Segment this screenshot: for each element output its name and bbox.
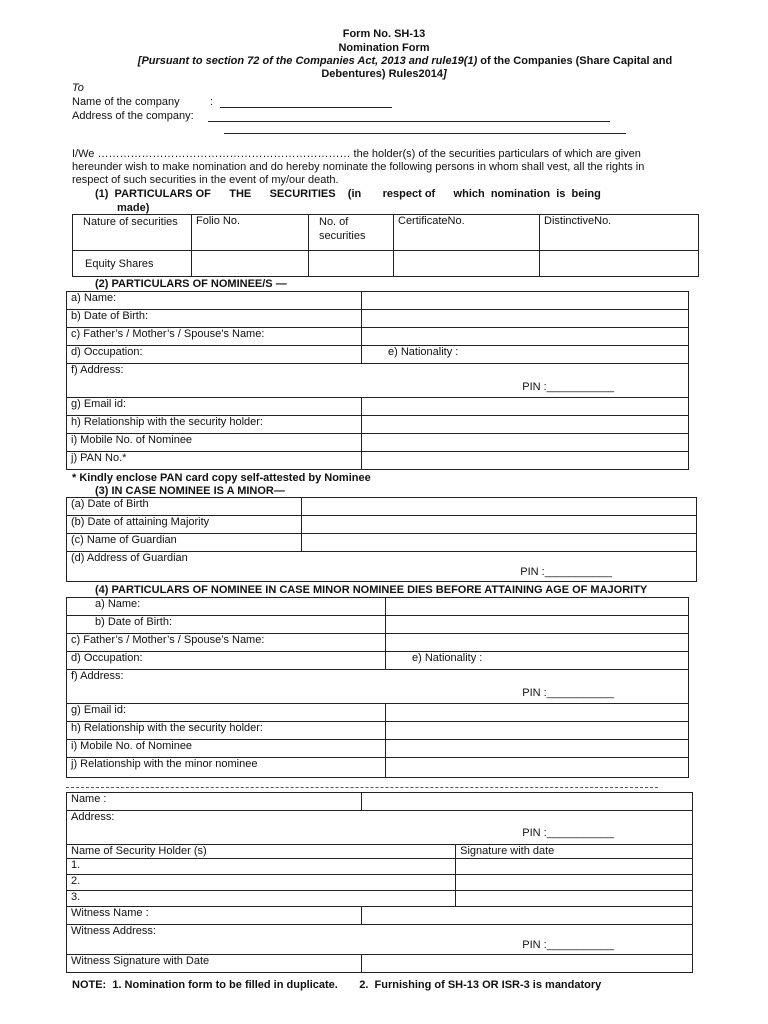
alt-relationship-label: h) Relationship with the security holder: <box>67 722 386 740</box>
intro-paragraph <box>72 148 702 187</box>
minor-majority-value[interactable] <box>302 516 697 534</box>
nominee-mobile-label: i) Mobile No. of Nominee <box>67 434 362 452</box>
nominee-father-value[interactable] <box>362 328 689 346</box>
to-label: To <box>72 82 84 94</box>
declaration-table <box>66 792 693 973</box>
holder-row-2[interactable]: 2. <box>67 875 456 891</box>
nominee-pan-value[interactable] <box>362 452 689 470</box>
minor-table <box>66 497 697 582</box>
witness-pin: PIN :___________ <box>522 939 614 951</box>
equity-folio-cell[interactable] <box>192 251 309 277</box>
company-name-colon: : <box>210 96 214 108</box>
witness-name-label: Witness Name : <box>67 907 362 925</box>
nominee-nationality-label: e) Nationality : <box>362 346 689 364</box>
company-address-field-2[interactable] <box>224 124 626 134</box>
intro-line-1: I/We …………………………………………………………… the holder(s) of the securities particulars of which are given <box>72 148 641 160</box>
alt-minor-rel-label: j) Relationship with the minor nominee <box>67 758 386 778</box>
col-nature: Nature of securities <box>73 215 192 251</box>
section1-title-cont: made) <box>117 202 150 214</box>
nominee-father-label: c) Father’s / Mother’s / Spouse’s Name: <box>67 328 362 346</box>
holder-signature-1[interactable] <box>456 859 693 875</box>
section2-title: (2) PARTICULARS OF NOMINEE/S — <box>95 278 287 290</box>
alt-nominee-table <box>66 597 689 778</box>
witness-signature-value[interactable] <box>362 955 693 973</box>
witness-address-cell[interactable] <box>67 925 693 955</box>
nominee-mobile-value[interactable] <box>362 434 689 452</box>
nominee-occupation-label: d) Occupation: <box>67 346 362 364</box>
pursuant-italic: [Pursuant to section 72 of the Companies Act, 2013 and rule19(1) <box>137 55 478 67</box>
alt-email-label: g) Email id: <box>67 704 386 722</box>
holder-header: Name of Security Holder (s) <box>67 845 456 859</box>
pursuant-rules: Debentures) Rules2014 <box>321 68 443 80</box>
holder-row-1[interactable]: 1. <box>67 859 456 875</box>
row-equity-shares: Equity Shares <box>73 251 192 277</box>
guardian-name-label: (c) Name of Guardian <box>67 534 302 552</box>
alt-nationality-label: e) Nationality : <box>386 652 689 670</box>
decl-name-label: Name : <box>67 793 362 811</box>
nominee-name-label: a) Name: <box>67 292 362 310</box>
col-number: No. of securities <box>309 215 394 251</box>
company-address-label: Address of the company: <box>72 110 194 122</box>
alt-mobile-value[interactable] <box>386 740 689 758</box>
nominee-pan-label: j) PAN No.* <box>67 452 362 470</box>
company-address-field-1[interactable] <box>208 112 610 122</box>
nominee-pin: PIN :___________ <box>522 381 614 393</box>
minor-dob-value[interactable] <box>302 498 697 516</box>
nominee-dob-value[interactable] <box>362 310 689 328</box>
section3-title: (3) IN CASE NOMINEE IS A MINOR— <box>95 485 285 497</box>
guardian-name-value[interactable] <box>302 534 697 552</box>
alt-pin: PIN :___________ <box>522 687 614 699</box>
pursuant-line-2 <box>0 68 768 80</box>
decl-address-label: Address: <box>71 811 115 823</box>
decl-address-cell[interactable] <box>67 811 693 845</box>
alt-name-label: a) Name: <box>67 598 386 616</box>
section1-title: (1) PARTICULARS OF THE SECURITIES (in respect of which nomination is being <box>95 188 601 200</box>
alt-mobile-label: i) Mobile No. of Nominee <box>67 740 386 758</box>
intro-line-3: respect of such securities in the event of my/our death. <box>72 174 339 186</box>
col-distinctive: DistinctiveNo. <box>540 215 699 251</box>
holder-signature-3[interactable] <box>456 891 693 907</box>
securities-table <box>72 214 699 277</box>
minor-majority-label: (b) Date of attaining Majority <box>67 516 302 534</box>
pursuant-rest: of the Companies (Share Capital and <box>480 55 673 67</box>
alt-dob-value[interactable] <box>386 616 689 634</box>
nominee-address-cell[interactable] <box>67 364 689 398</box>
nominee-relationship-label: h) Relationship with the security holder: <box>67 416 362 434</box>
alt-occupation-label: d) Occupation: <box>67 652 386 670</box>
alt-minor-rel-value[interactable] <box>386 758 689 778</box>
form-number: Form No. SH-13 <box>342 28 426 40</box>
nominee-email-value[interactable] <box>362 398 689 416</box>
guardian-address-label: (d) Address of Guardian <box>71 552 188 564</box>
nominee-address-label: f) Address: <box>71 364 124 376</box>
alt-address-cell[interactable] <box>67 670 689 704</box>
holder-row-3[interactable]: 3. <box>67 891 456 907</box>
guardian-pin: PIN :___________ <box>520 566 612 578</box>
equity-certificate-cell[interactable] <box>394 251 540 277</box>
minor-dob-label: (a) Date of Birth <box>67 498 302 516</box>
signature-header: Signature with date <box>456 845 693 859</box>
alt-father-label: c) Father’s / Mother’s / Spouse’s Name: <box>67 634 386 652</box>
company-name-field[interactable] <box>220 98 392 108</box>
intro-line-2: hereunder wish to make nomination and do hereby nominate the following persons in whom shall vest, all the rights in <box>72 161 645 173</box>
decl-name-value[interactable] <box>362 793 693 811</box>
alt-relationship-value[interactable] <box>386 722 689 740</box>
section4-title: (4) PARTICULARS OF NOMINEE IN CASE MINOR NOMINEE DIES BEFORE ATTAINING AGE OF MAJORITY <box>95 584 648 596</box>
alt-father-value[interactable] <box>386 634 689 652</box>
col-certificate: CertificateNo. <box>394 215 540 251</box>
separator-dashes <box>66 787 658 788</box>
holder-signature-2[interactable] <box>456 875 693 891</box>
nominee-relationship-value[interactable] <box>362 416 689 434</box>
footer-note: NOTE: 1. Nomination form to be filled in duplicate. 2. Furnishing of SH-13 OR ISR-3 is mandatory <box>72 979 602 991</box>
form-title: Nomination Form <box>338 42 430 54</box>
witness-signature-label: Witness Signature with Date <box>67 955 362 973</box>
alt-dob-label: b) Date of Birth: <box>67 616 386 634</box>
decl-pin: PIN :___________ <box>522 827 614 839</box>
nominee-email-label: g) Email id: <box>67 398 362 416</box>
guardian-address-cell[interactable] <box>67 552 697 582</box>
nominee-table <box>66 291 689 470</box>
witness-name-value[interactable] <box>362 907 693 925</box>
alt-name-value[interactable] <box>386 598 689 616</box>
equity-distinctive-cell[interactable] <box>540 251 699 277</box>
pursuant-close: ] <box>443 68 447 80</box>
pan-note: * Kindly enclose PAN card copy self-attested by Nominee <box>72 472 371 484</box>
alt-address-label: f) Address: <box>71 670 124 682</box>
witness-address-label: Witness Address: <box>71 925 156 937</box>
nominee-name-value[interactable] <box>362 292 689 310</box>
pursuant-line-1 <box>60 55 750 67</box>
company-name-label: Name of the company <box>72 96 180 108</box>
nominee-dob-label: b) Date of Birth: <box>67 310 362 328</box>
alt-email-value[interactable] <box>386 704 689 722</box>
equity-number-cell[interactable] <box>309 251 394 277</box>
col-folio: Folio No. <box>192 215 309 251</box>
